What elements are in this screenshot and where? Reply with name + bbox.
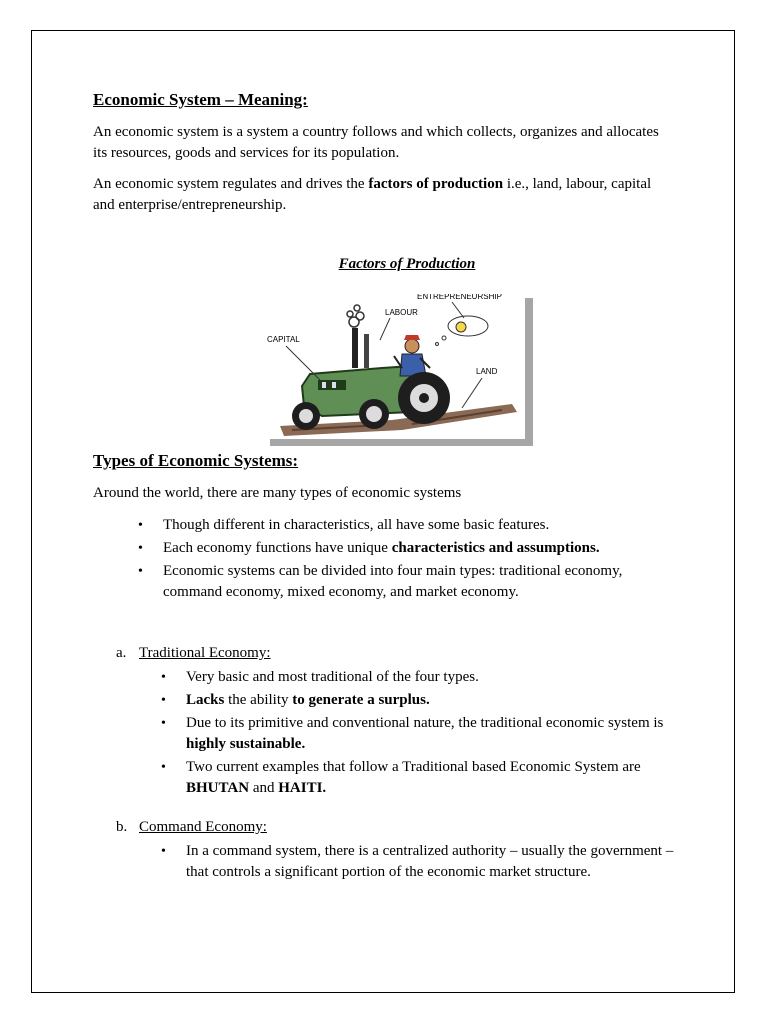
exhaust-pipe (352, 328, 358, 368)
exhaust-pipe (364, 334, 369, 368)
farmer-head (405, 339, 419, 353)
traditional-bullet-list (161, 667, 686, 799)
middle-wheel-hub (366, 406, 382, 422)
paragraph-intro-types: Around the world, there are many types of economic systems (93, 485, 462, 501)
tractor-light (322, 382, 326, 388)
subheading-command-economy: b. Command Economy: (116, 819, 267, 835)
figure-caption: Factors of Production (338, 256, 476, 272)
list-item: • Lacks the ability to generate a surplus. (161, 692, 430, 708)
paragraph-factors: An economic system regulates and drives the factors of production i.e., land, labour, capital and enterprise/entrepreneurship. (93, 176, 652, 213)
list-item: • Due to its primitive and conventional nature, the traditional economic system is highly sustainable. (161, 715, 664, 752)
list-item: • Very basic and most traditional of the four types. (161, 669, 479, 685)
command-bullet-list (161, 841, 686, 883)
rear-wheel-axle (419, 393, 429, 403)
heading-economic-system-meaning: Economic System – Meaning: (93, 90, 308, 109)
label-land: LAND (476, 367, 498, 376)
list-item: • Though different in characteristics, all have some basic features. (138, 517, 550, 533)
label-labour: LABOUR (385, 308, 418, 317)
lightbulb-icon (456, 322, 466, 332)
paragraph-definition: An economic system is a system a country follows and which collects, organizes and allocates its resources, goods and services for its population. (93, 124, 659, 161)
list-item: • In a command system, there is a centralized authority – usually the government – that controls a significant portion of the economic market structure. (161, 843, 674, 880)
tractor-light (332, 382, 336, 388)
list-item: • Each economy functions have unique characteristics and assumptions. (138, 540, 600, 556)
farmer-cap (404, 335, 420, 340)
heading-types-of-economic-systems: Types of Economic Systems: (93, 451, 299, 470)
label-capital: CAPITAL (267, 335, 300, 344)
label-entrepreneurship: ENTREPRENEURSHIP (417, 294, 502, 301)
types-bullet-list (138, 515, 683, 603)
front-wheel-hub (299, 409, 313, 423)
factors-of-production-illustration (262, 294, 533, 446)
subheading-traditional-economy: a. Traditional Economy: (116, 645, 271, 661)
thought-bubble (448, 316, 488, 336)
list-item: • Two current examples that follow a Traditional based Economic System are BHUTAN and HAITI. (161, 759, 641, 796)
list-item: • Economic systems can be divided into four main types: traditional economy, command economy, mixed economy, and market economy. (138, 563, 623, 600)
